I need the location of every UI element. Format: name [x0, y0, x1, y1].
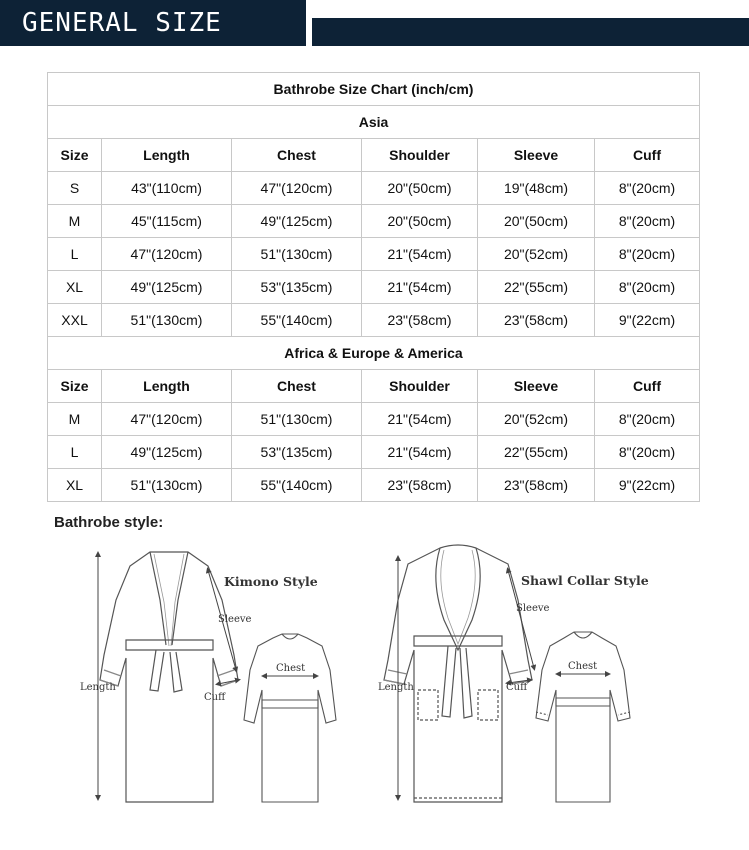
- kimono-sleeve-label: Sleeve: [218, 614, 252, 625]
- table-cell: 23"(58cm): [478, 304, 595, 337]
- column-header-row: [48, 139, 700, 172]
- column-header: Shoulder: [362, 139, 478, 172]
- table-cell: 43"(110cm): [102, 172, 232, 205]
- table-cell: 47"(120cm): [102, 403, 232, 436]
- table-row: [48, 271, 700, 304]
- kimono-front-robe: [100, 552, 238, 802]
- table-cell: M: [48, 205, 102, 238]
- table-row: [48, 238, 700, 271]
- table-cell: 19"(48cm): [478, 172, 595, 205]
- table-cell: 23"(58cm): [478, 469, 595, 502]
- table-cell: 49"(125cm): [102, 271, 232, 304]
- table-row: [48, 469, 700, 502]
- table-row: [48, 172, 700, 205]
- column-header: Chest: [232, 370, 362, 403]
- kimono-style-diagram: [78, 540, 338, 810]
- table-cell: 23"(58cm): [362, 469, 478, 502]
- column-header-row: [48, 370, 700, 403]
- region-title: Asia: [48, 106, 700, 139]
- bathrobe-style-heading: Bathrobe style:: [54, 514, 164, 531]
- table-cell: 51"(130cm): [232, 238, 362, 271]
- table-cell: 20"(50cm): [478, 205, 595, 238]
- table-cell: 21"(54cm): [362, 436, 478, 469]
- table-cell: 47"(120cm): [232, 172, 362, 205]
- table-cell: 23"(58cm): [362, 304, 478, 337]
- header-banner: [0, 0, 749, 46]
- table-cell: L: [48, 238, 102, 271]
- table-cell: 22"(55cm): [478, 436, 595, 469]
- shawl-back-robe: [536, 632, 630, 802]
- table-cell: 8"(20cm): [595, 172, 700, 205]
- shawl-front-robe: [384, 545, 532, 802]
- table-row: [48, 403, 700, 436]
- table-cell: 8"(20cm): [595, 403, 700, 436]
- shawl-collar-style-diagram: [378, 540, 678, 810]
- kimono-back-robe: [244, 634, 336, 802]
- table-cell: 8"(20cm): [595, 436, 700, 469]
- table-cell: 21"(54cm): [362, 271, 478, 304]
- table-cell: L: [48, 436, 102, 469]
- table-cell: 21"(54cm): [362, 403, 478, 436]
- shawl-cuff-label: Cuff: [506, 682, 528, 693]
- kimono-length-label: Length: [80, 682, 116, 693]
- column-header: Length: [102, 139, 232, 172]
- table-cell: 53"(135cm): [232, 436, 362, 469]
- table-cell: 49"(125cm): [232, 205, 362, 238]
- table-cell: 53"(135cm): [232, 271, 362, 304]
- kimono-cuff-label: Cuff: [204, 692, 226, 703]
- table-cell: 20"(50cm): [362, 205, 478, 238]
- region-title: Africa & Europe & America: [48, 337, 700, 370]
- column-header: Cuff: [595, 370, 700, 403]
- kimono-chest-label: Chest: [276, 663, 306, 674]
- table-title: Bathrobe Size Chart (inch/cm): [48, 73, 700, 106]
- banner-title: GENERAL SIZE: [22, 8, 222, 38]
- table-cell: 20"(50cm): [362, 172, 478, 205]
- table-cell: 55"(140cm): [232, 469, 362, 502]
- column-header: Cuff: [595, 139, 700, 172]
- table-row: [48, 304, 700, 337]
- table-cell: 51"(130cm): [102, 304, 232, 337]
- table-cell: 9"(22cm): [595, 469, 700, 502]
- banner-bar-right: [312, 18, 749, 46]
- region-row: [48, 337, 700, 370]
- table-cell: 55"(140cm): [232, 304, 362, 337]
- column-header: Shoulder: [362, 370, 478, 403]
- table-cell: 22"(55cm): [478, 271, 595, 304]
- shawl-length-label: Length: [378, 682, 414, 693]
- table-cell: 20"(52cm): [478, 403, 595, 436]
- table-cell: S: [48, 172, 102, 205]
- column-header: Length: [102, 370, 232, 403]
- table-cell: 20"(52cm): [478, 238, 595, 271]
- column-header: Sleeve: [478, 370, 595, 403]
- column-header: Size: [48, 370, 102, 403]
- shawl-style-name: Shawl Collar Style: [521, 573, 649, 588]
- table-cell: 47"(120cm): [102, 238, 232, 271]
- table-cell: XL: [48, 469, 102, 502]
- kimono-style-name: Kimono Style: [224, 574, 318, 589]
- table-cell: XXL: [48, 304, 102, 337]
- table-cell: 9"(22cm): [595, 304, 700, 337]
- shawl-chest-label: Chest: [568, 661, 598, 672]
- column-header: Sleeve: [478, 139, 595, 172]
- table-cell: 8"(20cm): [595, 238, 700, 271]
- region-row: [48, 106, 700, 139]
- table-title-row: [48, 73, 700, 106]
- table-cell: 8"(20cm): [595, 271, 700, 304]
- table-row: [48, 205, 700, 238]
- table-cell: M: [48, 403, 102, 436]
- table-cell: XL: [48, 271, 102, 304]
- column-header: Chest: [232, 139, 362, 172]
- table-cell: 45"(115cm): [102, 205, 232, 238]
- table-cell: 51"(130cm): [102, 469, 232, 502]
- shawl-sleeve-label: Sleeve: [516, 603, 550, 614]
- size-chart-table: [47, 72, 700, 502]
- table-cell: 8"(20cm): [595, 205, 700, 238]
- table-cell: 21"(54cm): [362, 238, 478, 271]
- table-cell: 49"(125cm): [102, 436, 232, 469]
- table-row: [48, 436, 700, 469]
- table-cell: 51"(130cm): [232, 403, 362, 436]
- column-header: Size: [48, 139, 102, 172]
